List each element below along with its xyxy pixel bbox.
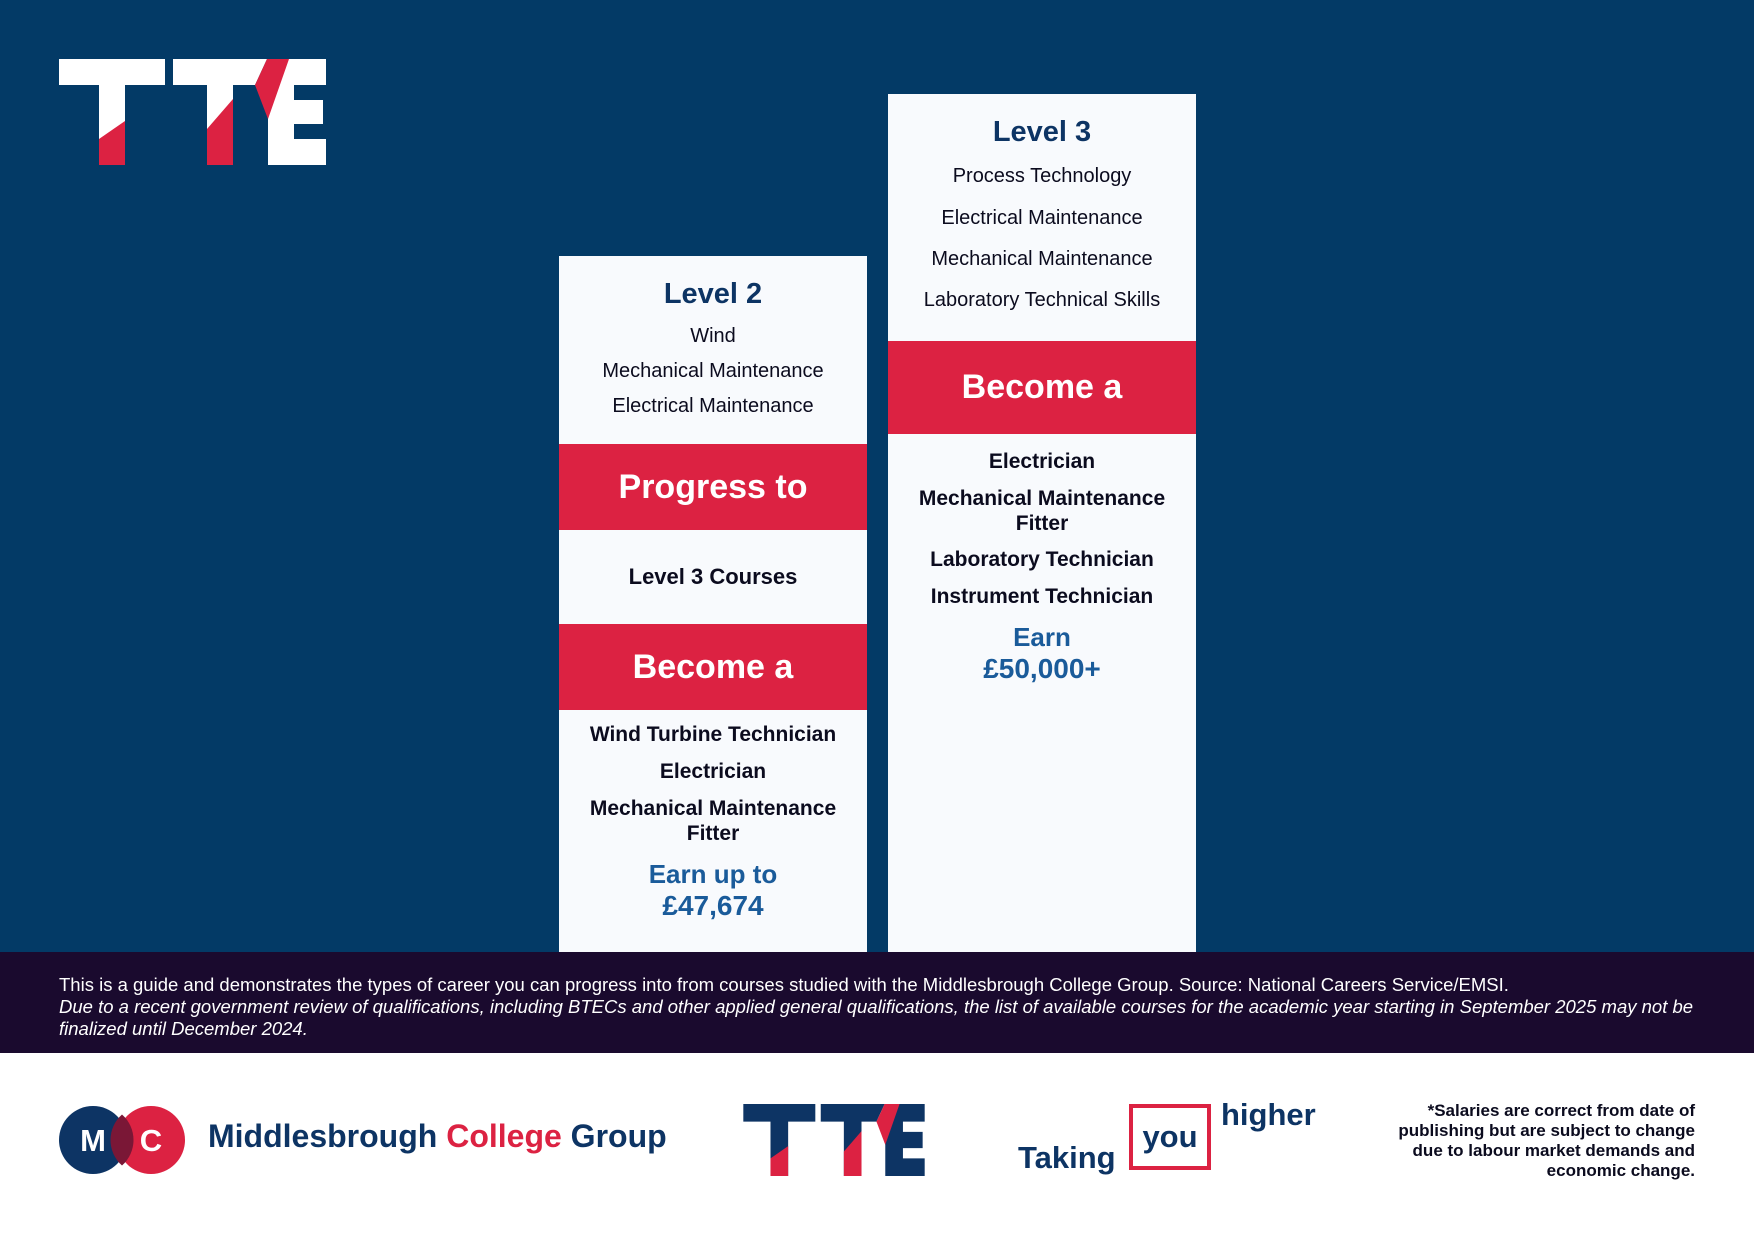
level-3-column: [888, 94, 1196, 952]
career-item: Laboratory Technician: [930, 548, 1154, 571]
college-name-part: Middlesbrough: [208, 1118, 438, 1154]
college-name-part: Group: [570, 1118, 667, 1154]
become-a-band: [888, 341, 1196, 434]
tagline-you-box: [1129, 1104, 1211, 1170]
earn-value: £50,000+: [983, 653, 1101, 684]
mc-letter: C: [139, 1123, 163, 1158]
level-2-column: [559, 256, 867, 952]
career-item: Wind Turbine Technician: [589, 723, 837, 746]
progress-to-label: Progress to: [618, 467, 808, 506]
earn-value: £47,674: [662, 890, 764, 921]
footer-tte-logo: [743, 1104, 925, 1176]
become-a-label: Become a: [961, 368, 1123, 406]
career-item: Electrician: [988, 450, 1096, 473]
level-3-course: Electrical Maintenance: [941, 207, 1143, 229]
career-item: Instrument Technician: [930, 585, 1154, 608]
progress-to-band: [559, 444, 867, 530]
earn-label: Earn: [1013, 622, 1071, 652]
mc-logo: [59, 1106, 185, 1174]
tagline-you: you: [1142, 1119, 1198, 1154]
tagline-taking: Taking: [1018, 1140, 1116, 1175]
level-3-title: Level 3: [992, 116, 1092, 148]
tte-logo: [59, 59, 326, 165]
mc-letter: M: [80, 1123, 106, 1158]
earn-label: Earn up to: [648, 859, 778, 889]
level-3-course: Mechanical Maintenance: [931, 248, 1153, 270]
disclaimer-note: Due to a recent government review of qualifications, including BTECs and other applied general qualifications, the list of available courses for the academic year starting in September 2025 may not be finalized until December 2024.: [59, 996, 1694, 1039]
progress-value: Level 3 Courses: [628, 564, 798, 589]
become-a-band: [559, 624, 867, 710]
level-2-course: Mechanical Maintenance: [602, 360, 824, 382]
salary-note: *Salaries are correct from date of publishing but are subject to change due to labour market demands and economic change.: [1398, 1101, 1695, 1180]
disclaimer-main: This is a guide and demonstrates the types of career you can progress into from courses studied with the Middlesbrough College Group. Source: National Careers Service/EMSI.: [59, 974, 1509, 995]
level-2-title: Level 2: [663, 278, 763, 310]
level-2-course: Wind: [690, 325, 736, 347]
career-item: Mechanical Maintenance Fitter: [589, 797, 837, 845]
taking-you-higher-logo: [1018, 1098, 1323, 1188]
college-name-part: College: [446, 1118, 562, 1154]
college-name: [208, 1118, 667, 1155]
level-3-course: Process Technology: [952, 165, 1132, 187]
level-2-course: Electrical Maintenance: [612, 395, 814, 417]
become-a-label: Become a: [632, 647, 794, 686]
career-item: Mechanical Maintenance Fitter: [918, 487, 1166, 535]
tagline-higher: higher: [1221, 1097, 1316, 1132]
career-item: Electrician: [659, 760, 767, 783]
level-3-course: Laboratory Technical Skills: [923, 289, 1161, 311]
disclaimer-bar: [0, 952, 1754, 1053]
